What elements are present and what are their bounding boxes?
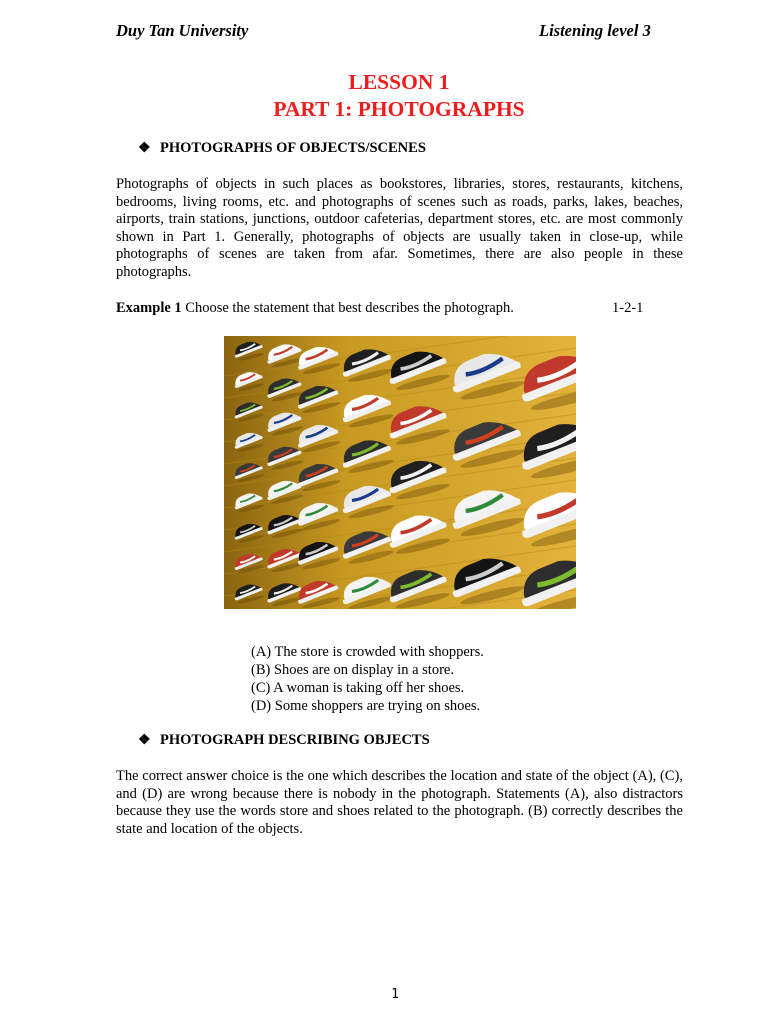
header-course-level: Listening level 3 [539, 21, 651, 40]
example-instruction: Choose the statement that best describes the photograph. [185, 300, 514, 316]
section-heading-text: PHOTOGRAPH DESCRIBING OBJECTS [160, 732, 430, 748]
section-heading-objects-scenes [138, 140, 426, 157]
answer-choices [251, 643, 484, 715]
page-number: 1 [391, 987, 399, 1002]
section-heading-describing-objects [138, 732, 430, 749]
intro-paragraph: Photographs of objects in such places as bookstores, libraries, stores, restaurants, kitchens, bedrooms, living rooms, etc. and photographs of scenes such as roads, parks, lakes, beaches, airports, train stations, junctions, outdoor cafeterias, department stores, etc. are most commonly shown in Part 1. Generally, photographs of objects are usually taken in close-up, while photographs of scenes are taken from afar. Sometimes, there are also people in these photographs. [116, 176, 683, 280]
choice-c: (C) A woman is taking off her shoes. [251, 680, 465, 696]
diamond-bullet-icon: ❖ [138, 141, 151, 156]
choice-d: (D) Some shoppers are trying on shoes. [251, 698, 481, 714]
explanation-paragraph: The correct answer choice is the one which describes the location and state of the object (A), (C), and (D) are wrong because there is nobody in the photograph. Statements (A), also distractors because they use the words store and shoes related to the photograph. (B) correctly describes the state and location of the objects. [116, 768, 683, 837]
header-university: Duy Tan University [116, 21, 249, 40]
section-heading-text: PHOTOGRAPHS OF OBJECTS/SCENES [160, 140, 426, 156]
choice-b: (B) Shoes are on display in a store. [251, 662, 454, 678]
shoe-display-photo [224, 336, 576, 609]
example-label: Example 1 [116, 300, 182, 316]
example-prompt [116, 300, 514, 317]
diamond-bullet-icon: ❖ [138, 733, 151, 748]
choice-a: (A) The store is crowded with shoppers. [251, 644, 484, 660]
audio-track-code: 1-2-1 [612, 300, 644, 316]
part-title: PART 1: PHOTOGRAPHS [273, 97, 525, 121]
shoe-wall-image [224, 336, 576, 609]
lesson-title: LESSON 1 [348, 70, 450, 94]
